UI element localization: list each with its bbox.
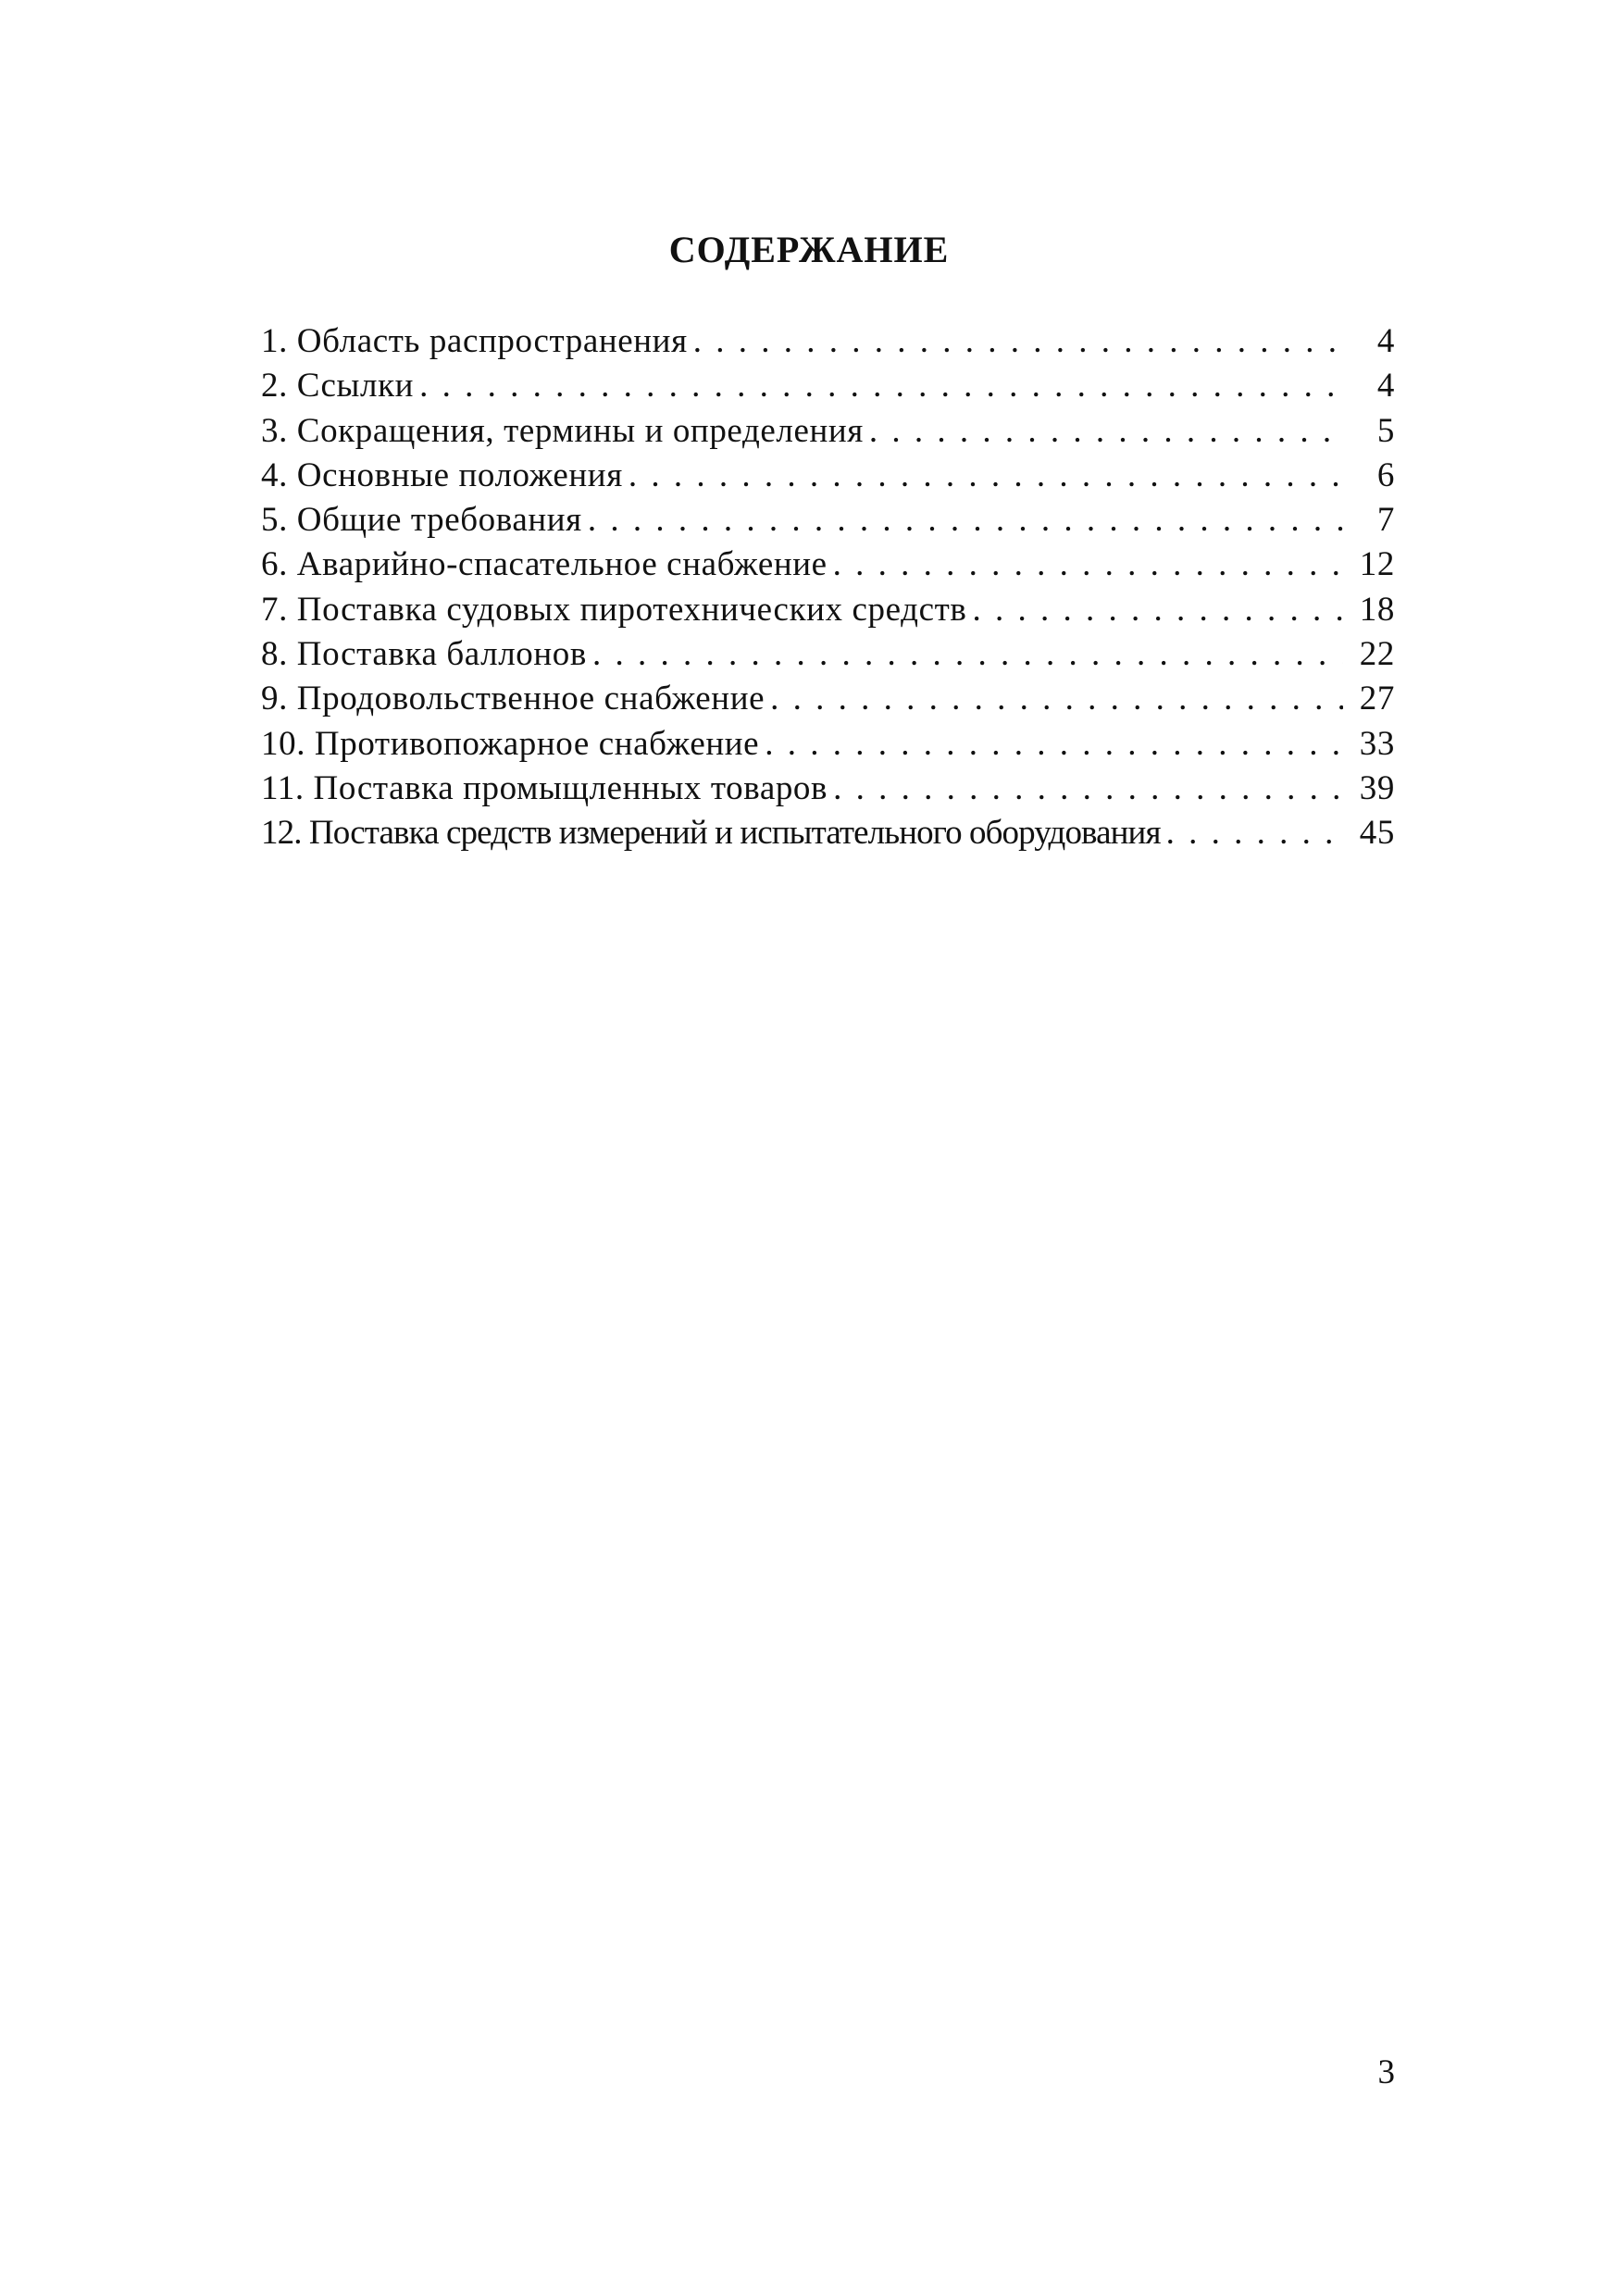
toc-entry-page: 27 [1359,680,1395,718]
toc-entry[interactable] [261,722,1395,767]
toc-entry[interactable] [261,409,1395,454]
dot-leader [582,498,1343,543]
page-number: 3 [1377,2053,1395,2091]
dot-leader [828,767,1343,811]
dot-leader [688,319,1343,364]
toc-entry-page: 18 [1359,590,1395,629]
toc-entry[interactable] [261,364,1395,408]
toc-entry-page: 6 [1376,455,1395,494]
toc-entry-label: 7. Поставка судовых пиротехнических средств [261,590,967,629]
toc-entry-label: 3. Сокращения, термины и определения [261,411,864,450]
toc-entry-label: 1. Область распространения [261,322,688,360]
toc-entry-page: 4 [1376,322,1395,360]
toc-entry-page: 4 [1376,367,1395,406]
toc-entry[interactable] [261,498,1395,543]
toc-entry[interactable] [261,319,1395,364]
dot-leader [1161,811,1343,855]
toc-entry-page: 12 [1359,545,1395,584]
dot-leader [759,722,1343,767]
dot-leader [765,677,1343,721]
toc-entry-page: 45 [1359,814,1395,853]
toc-entry[interactable] [261,811,1395,855]
toc-entry-page: 33 [1359,724,1395,763]
toc-entry-label: 6. Аварийно-спасательное снабжение [261,545,828,584]
toc-entry[interactable] [261,454,1395,498]
toc-entry-label: 2. Ссылки [261,367,415,406]
toc-entry-page: 39 [1359,768,1395,807]
dot-leader [864,409,1343,454]
toc-entry-label: 10. Противопожарное снабжение [261,724,760,763]
dot-leader [414,364,1343,408]
toc-entry-label: 4. Основные положения [261,455,623,494]
toc-entry-label: 8. Поставка баллонов [261,635,587,674]
toc-entry[interactable] [261,677,1395,721]
dot-leader [623,454,1343,498]
toc-title: СОДЕРЖАНИЕ [668,229,950,270]
toc-entry-label: 9. Продовольственное снабжение [261,680,765,718]
toc-entry[interactable] [261,543,1395,587]
toc-entry-label: 11. Поставка промыщленных товаров [261,768,828,807]
dot-leader [828,543,1343,587]
toc-entry[interactable] [261,588,1395,632]
toc-entry-page: 22 [1359,635,1395,674]
dot-leader [587,632,1343,677]
toc-entry[interactable] [261,632,1395,677]
toc-entry-label: 5. Общие требования [261,501,582,540]
toc-entry-label: 12. Поставка средств измерений и испытательного оборудования [261,814,1161,853]
toc-entry-page: 5 [1376,411,1395,450]
toc-entry[interactable] [261,767,1395,811]
dot-leader [966,588,1343,632]
table-of-contents [261,319,1395,856]
toc-entry-page: 7 [1376,501,1395,540]
